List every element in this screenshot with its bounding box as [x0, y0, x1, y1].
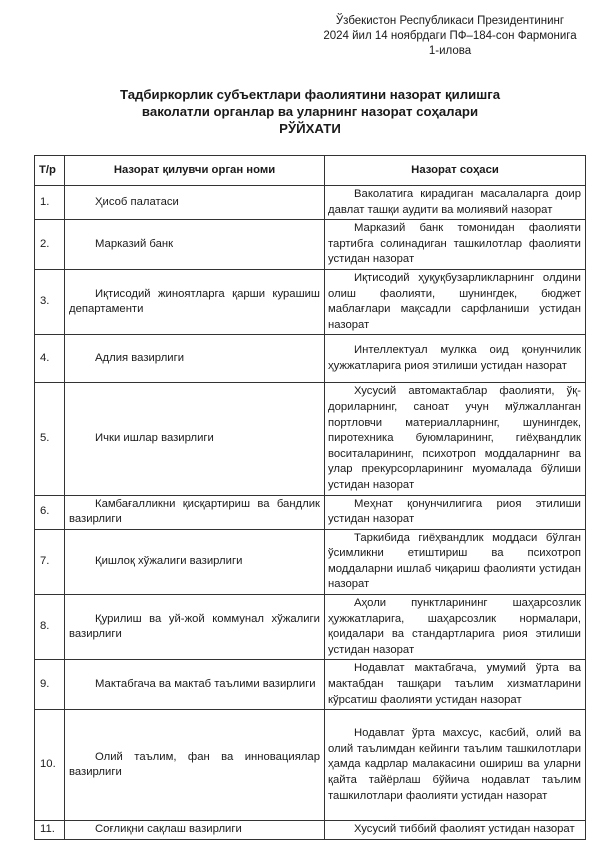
- authority-name-text: Мактабгача ва мактаб таълими вазирлиги: [95, 678, 316, 691]
- control-area: [325, 495, 586, 529]
- authority-name: [65, 660, 325, 710]
- row-number: 2.: [35, 220, 65, 270]
- row-number: 8.: [35, 595, 65, 660]
- control-area: [325, 269, 586, 334]
- header-authority: Назорат қилувчи орган номи: [65, 156, 325, 186]
- header-control-area: Назорат соҳаси: [325, 156, 586, 186]
- table-row: [35, 269, 586, 334]
- table-row: [35, 529, 586, 594]
- annex-line-2: 2024 йил 14 ноябрдаги ПФ–184-сон Фармонига: [323, 30, 577, 42]
- control-area: [325, 335, 586, 383]
- table-row: [35, 495, 586, 529]
- row-number: 7.: [35, 529, 65, 594]
- table-row: [35, 595, 586, 660]
- row-number: 10.: [35, 710, 65, 821]
- control-area: [325, 383, 586, 495]
- table-row: [35, 383, 586, 495]
- control-area-text: Хусусий тиббий фаолият устидан назорат: [354, 823, 575, 836]
- authority-name-text: Ҳисоб палатаси: [95, 195, 179, 208]
- authorities-table: [34, 155, 586, 840]
- authority-name-text: Қишлоқ хўжалиги вазирлиги: [95, 555, 243, 568]
- row-number: 6.: [35, 495, 65, 529]
- row-number: 5.: [35, 383, 65, 495]
- table-row: [35, 660, 586, 710]
- title-line-2: ваколатли органлар ва уларнинг назорат соҳалари: [141, 104, 479, 119]
- control-area-text: Нодавлат мактабгача, умумий ўрта ва мактабдан ташқари таълим хизматларини кўрсатиш фаолияти устидан назорат: [328, 662, 581, 706]
- authority-name: [65, 383, 325, 495]
- authority-name-text: Соғлиқни сақлаш вазирлиги: [95, 823, 242, 836]
- control-area: [325, 821, 586, 840]
- control-area-text: Марказий банк томонидан фаолияти тартибга солинадиган ташкилотлар фаолияти устидан назорат: [328, 222, 581, 266]
- row-number: 11.: [35, 821, 65, 840]
- control-area-text: Меҳнат қонунчилигига риоя этилиши устидан назорат: [328, 497, 581, 526]
- annex-line-1: Ўзбекистон Республикаси Президентининг: [335, 15, 565, 27]
- authority-name-text: Ички ишлар вазирлиги: [95, 432, 214, 445]
- annex-line-3: 1-илова: [428, 45, 472, 57]
- authority-name: [65, 335, 325, 383]
- authority-name-text: Қурилиш ва уй-жой коммунал хўжалиги вазирлиги: [69, 612, 320, 641]
- authority-name: [65, 595, 325, 660]
- authority-name: [65, 269, 325, 334]
- annex-reference: [300, 14, 600, 59]
- table-row: [35, 335, 586, 383]
- control-area: [325, 595, 586, 660]
- control-area-text: Хусусий автомактаблар фаолияти, ўқ-дориларнинг, саноат учун мўлжалланган портловчи материалларнинг, шунингдек, пиротехника буюмларининг, гиёҳвандлик воситаларининг, психотроп моддаларнинг ва улар прекурсорларининг муомалада бўлиши устидан назорат: [328, 385, 581, 491]
- control-area: [325, 660, 586, 710]
- control-area-text: Интеллектуал мулкка оид қонунчилик ҳужжатларига риоя этилиши устидан назорат: [328, 344, 581, 372]
- control-area-text: Нодавлат ўрта махсус, касбий, олий ва олий таълимдан кейинги таълим ташкилотлари ҳамда кадрлар малакасини ошириш ва уларни қайта тайёрлаш бўйича нодавлат таълим ташкилотлари фаолияти устидан назорат: [328, 727, 581, 802]
- table-row: [35, 710, 586, 821]
- authority-name: [65, 529, 325, 594]
- control-area-text: Таркибида гиёҳвандлик моддаси бўлган ўсимликни етиштириш ва психотроп моддаларни ишлаб чиқариш фаолияти устидан назорат: [328, 531, 581, 591]
- table-header-row: [35, 156, 586, 186]
- table-row: [35, 186, 586, 220]
- table-row: [35, 821, 586, 840]
- title-line-1: Тадбиркорлик субъектлари фаолиятини назорат қилишга: [119, 87, 501, 102]
- row-number: 4.: [35, 335, 65, 383]
- authority-name: [65, 821, 325, 840]
- authority-name-text: Иқтисодий жиноятларга қарши курашиш департаменти: [69, 287, 320, 316]
- header-number: Т/р: [35, 156, 65, 186]
- control-area: [325, 710, 586, 821]
- authority-name: [65, 495, 325, 529]
- control-area-text: Иқтисодий ҳуқуқбузарликларнинг олдини олиш фаолияти, шунингдек, бюджет маблағлари мақсадли сарфланиши устидан назорат: [328, 271, 581, 331]
- authority-name: [65, 186, 325, 220]
- row-number: 9.: [35, 660, 65, 710]
- table-row: [35, 220, 586, 270]
- document-title: [60, 86, 560, 137]
- authority-name-text: Камбағалликни қисқартириш ва бандлик вазирлиги: [69, 497, 320, 526]
- title-line-3: РЎЙХАТИ: [279, 121, 341, 136]
- authority-name-text: Олий таълим, фан ва инновациялар вазирлиги: [69, 750, 320, 779]
- authority-name: [65, 220, 325, 270]
- authority-name: [65, 710, 325, 821]
- authority-name-text: Адлия вазирлиги: [95, 352, 185, 365]
- row-number: 3.: [35, 269, 65, 334]
- control-area-text: Ваколатига кирадиган масалаларга доир давлат ташқи аудити ва молиявий назорат: [328, 188, 581, 216]
- authority-name-text: Марказий банк: [95, 237, 174, 250]
- control-area: [325, 220, 586, 270]
- control-area: [325, 529, 586, 594]
- row-number: 1.: [35, 186, 65, 220]
- control-area: [325, 186, 586, 220]
- control-area-text: Аҳоли пунктларининг шаҳарсозлик ҳужжатларига, шаҳарсозлик нормалари, қоидалари ва стандартларига риоя этилиши устидан назорат: [328, 597, 581, 656]
